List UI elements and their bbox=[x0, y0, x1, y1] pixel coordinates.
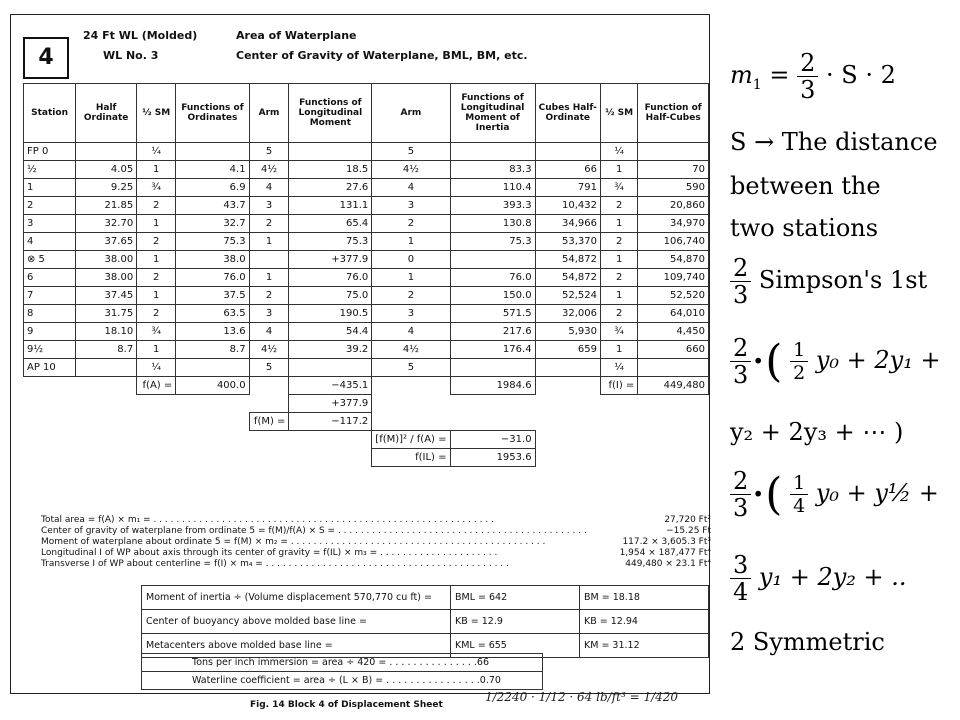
table-cell: 34,966 bbox=[535, 215, 600, 233]
table-cell: 2 bbox=[24, 197, 76, 215]
table-cell: 109,740 bbox=[638, 269, 709, 287]
table-cell: 76.0 bbox=[450, 269, 535, 287]
summary-cell bbox=[76, 413, 137, 431]
header-wl: 24 Ft WL (Molded) bbox=[83, 29, 198, 42]
summary-cell bbox=[249, 377, 289, 395]
metacenter-cell: Metacenters above molded base line = bbox=[142, 634, 451, 658]
table-cell: 4,450 bbox=[638, 323, 709, 341]
table-cell: 7 bbox=[24, 287, 76, 305]
table-cell: 2 bbox=[249, 215, 289, 233]
metacenter-cell: Moment of inertia ÷ (Volume displacement 570,770 cu ft) = bbox=[142, 586, 451, 610]
table-cell: 53,370 bbox=[535, 233, 600, 251]
table-cell: 10,432 bbox=[535, 197, 600, 215]
table-row bbox=[24, 197, 709, 215]
metacenter-cell: KM = 31.12 bbox=[580, 634, 709, 658]
formula-1b: y₂ + 2y₃ + ⋯ ) bbox=[730, 418, 904, 446]
block-number: 4 bbox=[23, 37, 69, 79]
table-cell: 18.5 bbox=[289, 161, 372, 179]
table-cell bbox=[638, 359, 709, 377]
summary-cell bbox=[450, 413, 535, 431]
table-row bbox=[24, 215, 709, 233]
table-cell: 4 bbox=[24, 233, 76, 251]
summary-cell bbox=[638, 395, 709, 413]
table-cell: 54,870 bbox=[638, 251, 709, 269]
summary-cell bbox=[638, 449, 709, 467]
table-cell: 2 bbox=[372, 215, 450, 233]
table-cell: 791 bbox=[535, 179, 600, 197]
summary-cell bbox=[289, 431, 372, 449]
table-cell: 32,006 bbox=[535, 305, 600, 323]
table-cell: 43.7 bbox=[176, 197, 249, 215]
column-header: Arm bbox=[249, 84, 289, 143]
table-cell: 659 bbox=[535, 341, 600, 359]
table-cell: 2 bbox=[601, 305, 638, 323]
result-label: Transverse I of WP about centerline = f(I) × m₄ = . . . . . . . . . . . . . . . . . . . . . . . . . . . . . . . . . . . . . . . . . . . bbox=[41, 559, 509, 569]
result-value: −15.25 Ft bbox=[666, 526, 711, 536]
summary-cell: +377.9 bbox=[289, 395, 372, 413]
table-cell: 20,860 bbox=[638, 197, 709, 215]
table-cell: 131.1 bbox=[289, 197, 372, 215]
table-cell: 75.0 bbox=[289, 287, 372, 305]
summary-cell bbox=[535, 377, 600, 395]
table-cell: 75.3 bbox=[289, 233, 372, 251]
waterline-coefficient-line: Waterline coefficient = area ÷ (L × B) = . . . . . . . . . . . . . . . .0.70 bbox=[192, 675, 501, 686]
table-cell bbox=[176, 143, 249, 161]
summary-cell bbox=[24, 431, 76, 449]
column-header: Functions of Ordinates bbox=[176, 84, 249, 143]
table-row bbox=[24, 305, 709, 323]
table-cell: 52,524 bbox=[535, 287, 600, 305]
summary-cell: 449,480 bbox=[638, 377, 709, 395]
summary-cell: [f(M)]² / f(A) = bbox=[372, 431, 450, 449]
summary-cell bbox=[249, 449, 289, 467]
table-cell: 2 bbox=[137, 233, 176, 251]
table-cell: 4½ bbox=[249, 161, 289, 179]
table-cell: 5 bbox=[249, 359, 289, 377]
summary-cell bbox=[137, 449, 176, 467]
result-label: Longitudinal I of WP about axis through its center of gravity = f(IL) × m₃ = . . . . . . . . . . . . . . . . . . . . . bbox=[41, 548, 498, 558]
table-cell: 6 bbox=[24, 269, 76, 287]
table-cell: ¾ bbox=[137, 323, 176, 341]
result-line bbox=[41, 526, 711, 537]
table-cell: 4½ bbox=[249, 341, 289, 359]
table-cell: 83.3 bbox=[450, 161, 535, 179]
table-row bbox=[24, 341, 709, 359]
table-cell: ¾ bbox=[137, 179, 176, 197]
summary-cell bbox=[176, 431, 249, 449]
summary-cell bbox=[76, 395, 137, 413]
table-cell bbox=[450, 251, 535, 269]
summary-cell: 400.0 bbox=[176, 377, 249, 395]
metacenter-cell: KB = 12.94 bbox=[580, 610, 709, 634]
table-cell: 65.4 bbox=[289, 215, 372, 233]
table-cell bbox=[289, 359, 372, 377]
table-cell: 660 bbox=[638, 341, 709, 359]
table-cell: 8.7 bbox=[176, 341, 249, 359]
table-cell: 1 bbox=[601, 161, 638, 179]
summary-row bbox=[24, 377, 709, 395]
table-cell: 1 bbox=[137, 215, 176, 233]
summary-cell bbox=[638, 413, 709, 431]
table-cell: 1 bbox=[372, 269, 450, 287]
summary-cell bbox=[76, 449, 137, 467]
summary-cell bbox=[601, 431, 638, 449]
table-cell: ¼ bbox=[137, 359, 176, 377]
table-cell: 9 bbox=[24, 323, 76, 341]
simpson-label: $\frac{2}{3}$ Simpson's 1st bbox=[730, 255, 927, 308]
table-cell bbox=[450, 359, 535, 377]
results-block bbox=[41, 515, 711, 570]
summary-cell bbox=[76, 431, 137, 449]
table-cell: 76.0 bbox=[289, 269, 372, 287]
table-cell: 1 bbox=[601, 215, 638, 233]
table-cell: 1 bbox=[137, 341, 176, 359]
table-cell: 130.8 bbox=[450, 215, 535, 233]
result-value: 449,480 × 23.1 Ft⁴ bbox=[625, 559, 711, 569]
symmetric-label: 2 Symmetric bbox=[730, 628, 885, 656]
table-cell: 4 bbox=[249, 323, 289, 341]
table-cell: 3 bbox=[249, 197, 289, 215]
table-cell bbox=[535, 143, 600, 161]
table-cell bbox=[176, 359, 249, 377]
table-cell: AP 10 bbox=[24, 359, 76, 377]
result-value: 27,720 Ft² bbox=[664, 515, 711, 525]
table-cell: 9½ bbox=[24, 341, 76, 359]
table-cell bbox=[76, 143, 137, 161]
table-row bbox=[24, 323, 709, 341]
table-cell: 9.25 bbox=[76, 179, 137, 197]
table-cell: 4 bbox=[372, 179, 450, 197]
summary-cell: f(M) = bbox=[249, 413, 289, 431]
table-cell: 3 bbox=[24, 215, 76, 233]
table-row bbox=[24, 251, 709, 269]
table-cell bbox=[450, 143, 535, 161]
table-cell: 176.4 bbox=[450, 341, 535, 359]
table-cell: 1 bbox=[601, 287, 638, 305]
table-cell: 38.0 bbox=[176, 251, 249, 269]
table-cell: 1 bbox=[372, 233, 450, 251]
table-cell: ¼ bbox=[601, 359, 638, 377]
table-cell: 3 bbox=[372, 305, 450, 323]
table-cell: 1 bbox=[249, 269, 289, 287]
table-cell: 5 bbox=[249, 143, 289, 161]
table-cell: 32.7 bbox=[176, 215, 249, 233]
table-cell: 32.70 bbox=[76, 215, 137, 233]
table-cell: ¼ bbox=[137, 143, 176, 161]
table-row bbox=[24, 161, 709, 179]
table-cell: 76.0 bbox=[176, 269, 249, 287]
summary-cell bbox=[535, 431, 600, 449]
column-header: Arm bbox=[372, 84, 450, 143]
header-cg: Center of Gravity of Waterplane, BML, BM, etc. bbox=[236, 49, 528, 62]
result-value: 1,954 × 187,477 Ft⁴ bbox=[619, 548, 711, 558]
table-cell: 1 bbox=[137, 251, 176, 269]
table-cell: 1 bbox=[601, 341, 638, 359]
summary-cell bbox=[535, 395, 600, 413]
table-cell: 1 bbox=[601, 251, 638, 269]
table-cell: 27.6 bbox=[289, 179, 372, 197]
summary-cell bbox=[76, 377, 137, 395]
summary-cell bbox=[450, 395, 535, 413]
table-cell: 2 bbox=[137, 305, 176, 323]
s-definition: S → The distance bbox=[730, 128, 938, 156]
table-cell: 31.75 bbox=[76, 305, 137, 323]
result-line bbox=[41, 537, 711, 548]
table-cell: 39.2 bbox=[289, 341, 372, 359]
column-header: ½ SM bbox=[601, 84, 638, 143]
summary-cell bbox=[535, 449, 600, 467]
summary-cell bbox=[535, 413, 600, 431]
summary-cell: −435.1 bbox=[289, 377, 372, 395]
displacement-table bbox=[23, 83, 709, 467]
figure-caption: Fig. 14 Block 4 of Displacement Sheet bbox=[250, 700, 443, 710]
table-row bbox=[24, 287, 709, 305]
table-cell: 190.5 bbox=[289, 305, 372, 323]
table-cell: 590 bbox=[638, 179, 709, 197]
table-cell: 393.3 bbox=[450, 197, 535, 215]
table-cell: 1 bbox=[137, 287, 176, 305]
table-cell: 4 bbox=[372, 323, 450, 341]
summary-cell bbox=[249, 431, 289, 449]
table-cell: 2 bbox=[372, 287, 450, 305]
table-cell: 0 bbox=[372, 251, 450, 269]
summary-cell: 1953.6 bbox=[450, 449, 535, 467]
table-cell: 571.5 bbox=[450, 305, 535, 323]
summary-cell bbox=[601, 449, 638, 467]
result-label: Center of gravity of waterplane from ordinate 5 = f(M)/f(A) × S = . . . . . . . . . . . . . . . . . . . . . . . . . . . . . . . . . . . . . . . . . . . . bbox=[41, 526, 587, 536]
table-cell bbox=[289, 143, 372, 161]
table-cell: 106,740 bbox=[638, 233, 709, 251]
metacenter-cell: KML = 655 bbox=[451, 634, 580, 658]
summary-cell bbox=[289, 449, 372, 467]
summary-row bbox=[24, 413, 709, 431]
table-cell: 4½ bbox=[372, 341, 450, 359]
result-label: Total area = f(A) × m₁ = . . . . . . . . . . . . . . . . . . . . . . . . . . . . . . . . . . . . . . . . . . . . . . . . . . . . . . . . . . . . bbox=[41, 515, 494, 525]
table-cell: 1 bbox=[24, 179, 76, 197]
table-cell: 3 bbox=[249, 305, 289, 323]
table-cell: +377.9 bbox=[289, 251, 372, 269]
summary-row bbox=[24, 449, 709, 467]
table-cell: 38.00 bbox=[76, 269, 137, 287]
table-cell: ¼ bbox=[601, 143, 638, 161]
summary-cell bbox=[601, 413, 638, 431]
table-cell bbox=[535, 359, 600, 377]
table-cell: 5,930 bbox=[535, 323, 600, 341]
column-header: Station bbox=[24, 84, 76, 143]
handwritten-note: 1/2240 · 1/12 · 64 lb/ft³ = 1/420 bbox=[485, 690, 679, 704]
table-cell: 70 bbox=[638, 161, 709, 179]
summary-cell bbox=[601, 395, 638, 413]
result-value: 117.2 × 3,605.3 Ft³ bbox=[622, 537, 711, 547]
summary-cell bbox=[176, 395, 249, 413]
summary-cell bbox=[372, 413, 450, 431]
table-cell: 3 bbox=[372, 197, 450, 215]
header-area: Area of Waterplane bbox=[236, 29, 357, 42]
summary-row bbox=[24, 431, 709, 449]
table-cell: 75.3 bbox=[176, 233, 249, 251]
table-cell: 2 bbox=[137, 269, 176, 287]
summary-cell: f(I) = bbox=[601, 377, 638, 395]
column-header: Cubes Half-Ordinate bbox=[535, 84, 600, 143]
summary-cell bbox=[137, 413, 176, 431]
table-cell: ¾ bbox=[601, 179, 638, 197]
table-cell: 4.1 bbox=[176, 161, 249, 179]
table-cell: 54.4 bbox=[289, 323, 372, 341]
summary-cell bbox=[638, 431, 709, 449]
summary-cell: f(IL) = bbox=[372, 449, 450, 467]
table-cell bbox=[76, 359, 137, 377]
result-label: Moment of waterplane about ordinate 5 = f(M) × m₂ = . . . . . . . . . . . . . . . . . . . . . . . . . . . . . . . . . . . . . . . . . . . . . bbox=[41, 537, 546, 547]
table-cell: 52,520 bbox=[638, 287, 709, 305]
metacenter-row bbox=[142, 610, 709, 634]
table-cell: 110.4 bbox=[450, 179, 535, 197]
table-row bbox=[24, 359, 709, 377]
s-definition-3: two stations bbox=[730, 214, 879, 242]
summary-cell bbox=[249, 395, 289, 413]
table-cell bbox=[249, 251, 289, 269]
table-cell: 6.9 bbox=[176, 179, 249, 197]
table-cell: 38.00 bbox=[76, 251, 137, 269]
table-cell: 150.0 bbox=[450, 287, 535, 305]
table-cell: 63.5 bbox=[176, 305, 249, 323]
table-cell: ½ bbox=[24, 161, 76, 179]
table-cell: 2 bbox=[137, 197, 176, 215]
table-cell: 4½ bbox=[372, 161, 450, 179]
summary-cell bbox=[372, 377, 450, 395]
table-cell: 37.65 bbox=[76, 233, 137, 251]
column-header: Function of Half-Cubes bbox=[638, 84, 709, 143]
summary-cell: −31.0 bbox=[450, 431, 535, 449]
summary-cell bbox=[24, 395, 76, 413]
metacenter-table bbox=[141, 585, 709, 658]
summary-cell bbox=[24, 377, 76, 395]
summary-cell bbox=[24, 449, 76, 467]
table-cell: FP 0 bbox=[24, 143, 76, 161]
table-row bbox=[24, 269, 709, 287]
formula-1a: $\frac{2}{3}$ ·( $\frac{1}{2}$ y₀ + 2y₁ + bbox=[730, 335, 941, 388]
table-cell: 1 bbox=[249, 233, 289, 251]
tpi-box bbox=[141, 653, 543, 690]
summary-cell bbox=[176, 449, 249, 467]
metacenter-cell: BM = 18.18 bbox=[580, 586, 709, 610]
result-line bbox=[41, 548, 711, 559]
table-cell: 5 bbox=[372, 359, 450, 377]
table-cell: ¾ bbox=[601, 323, 638, 341]
summary-cell: −117.2 bbox=[289, 413, 372, 431]
tpi-line: Tons per inch immersion = area ÷ 420 = . . . . . . . . . . . . . . .66 bbox=[142, 654, 542, 672]
summary-cell bbox=[137, 395, 176, 413]
table-cell: 64,010 bbox=[638, 305, 709, 323]
formula-2a: $\frac{2}{3}$ ·( $\frac{1}{4}$ y₀ + y½ + bbox=[730, 468, 939, 521]
table-cell: 8 bbox=[24, 305, 76, 323]
result-line bbox=[41, 559, 711, 570]
table-cell: 54,872 bbox=[535, 269, 600, 287]
table-cell: ⊗ 5 bbox=[24, 251, 76, 269]
m1-formula: $m_1$ = $\frac{2}{3}$ · S · 2 bbox=[730, 49, 896, 104]
table-cell: 37.45 bbox=[76, 287, 137, 305]
table-cell: 54,872 bbox=[535, 251, 600, 269]
metacenter-row bbox=[142, 586, 709, 610]
metacenter-cell: Center of buoyancy above molded base line = bbox=[142, 610, 451, 634]
table-row bbox=[24, 179, 709, 197]
displacement-sheet bbox=[10, 14, 710, 694]
summary-cell: f(A) = bbox=[137, 377, 176, 395]
column-header: Functions of Longitudinal Moment bbox=[289, 84, 372, 143]
table-row bbox=[24, 143, 709, 161]
result-line bbox=[41, 515, 711, 526]
summary-cell bbox=[372, 395, 450, 413]
summary-row bbox=[24, 395, 709, 413]
table-cell: 66 bbox=[535, 161, 600, 179]
table-cell: 37.5 bbox=[176, 287, 249, 305]
table-cell: 75.3 bbox=[450, 233, 535, 251]
summary-cell bbox=[137, 431, 176, 449]
table-cell: 34,970 bbox=[638, 215, 709, 233]
table-cell: 4 bbox=[249, 179, 289, 197]
table-cell: 18.10 bbox=[76, 323, 137, 341]
table-cell: 21.85 bbox=[76, 197, 137, 215]
summary-cell: 1984.6 bbox=[450, 377, 535, 395]
table-cell: 217.6 bbox=[450, 323, 535, 341]
table-cell: 2 bbox=[601, 233, 638, 251]
formula-2b: $\frac{3}{4}$ y₁ + 2y₂ + .. bbox=[730, 552, 907, 605]
table-cell: 5 bbox=[372, 143, 450, 161]
table-cell: 13.6 bbox=[176, 323, 249, 341]
table-row bbox=[24, 233, 709, 251]
table-cell bbox=[638, 143, 709, 161]
s-definition-2: between the bbox=[730, 172, 881, 200]
table-cell: 8.7 bbox=[76, 341, 137, 359]
table-cell: 4.05 bbox=[76, 161, 137, 179]
column-header: ½ SM bbox=[137, 84, 176, 143]
summary-cell bbox=[176, 413, 249, 431]
table-cell: 2 bbox=[249, 287, 289, 305]
table-cell: 2 bbox=[601, 269, 638, 287]
header-wl-no: WL No. 3 bbox=[103, 49, 159, 62]
table-cell: 1 bbox=[137, 161, 176, 179]
column-header: Half Ordinate bbox=[76, 84, 137, 143]
metacenter-cell: KB = 12.9 bbox=[451, 610, 580, 634]
summary-cell bbox=[24, 413, 76, 431]
table-cell: 2 bbox=[601, 197, 638, 215]
column-header: Functions of Longitudinal Moment of Inertia bbox=[450, 84, 535, 143]
metacenter-cell: BML = 642 bbox=[451, 586, 580, 610]
